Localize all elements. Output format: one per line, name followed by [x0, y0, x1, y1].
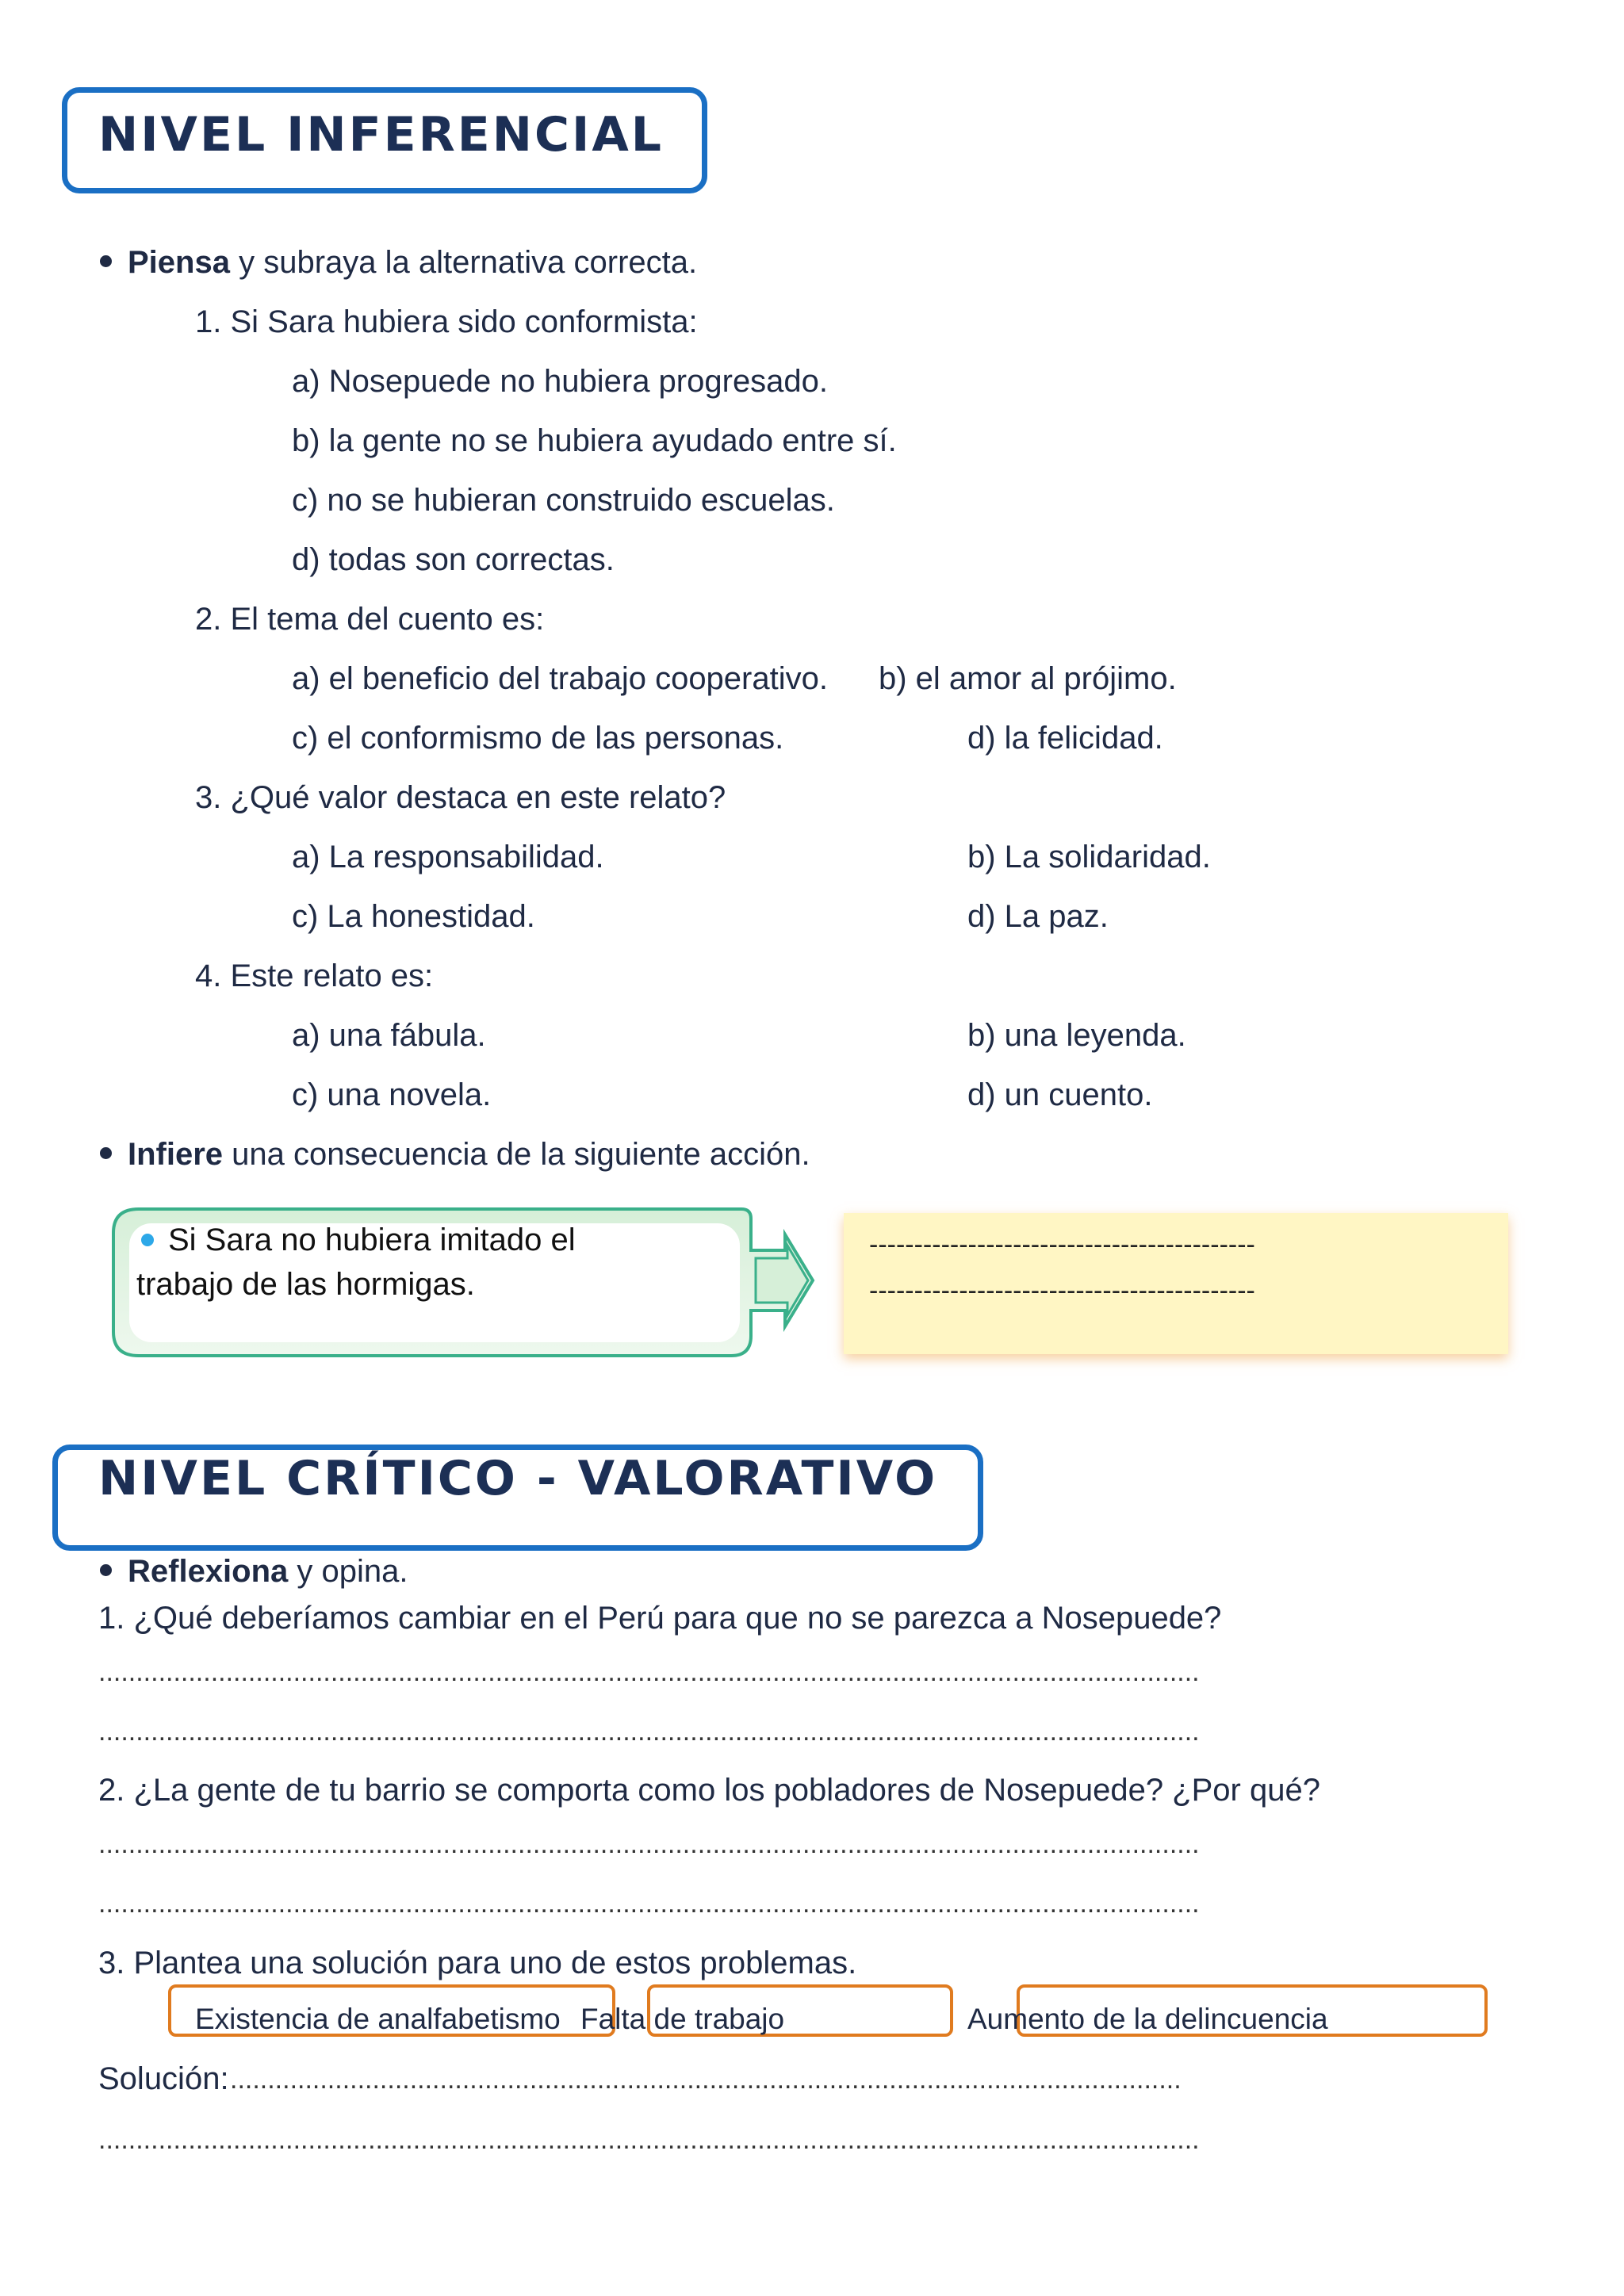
option-3b[interactable]: b) La solidaridad.: [967, 840, 1211, 874]
critico-question-3: 3. Plantea una solución para uno de estos problemas.: [98, 1946, 857, 1980]
option-2a[interactable]: a) el beneficio del trabajo cooperativo.: [292, 661, 828, 696]
instruction-piensa: Piensa y subraya la alternativa correcta.: [100, 243, 697, 281]
option-2b[interactable]: b) el amor al prójimo.: [879, 661, 1177, 696]
option-3c[interactable]: c) La honestidad.: [292, 899, 535, 934]
option-4b[interactable]: b) una leyenda.: [967, 1018, 1186, 1053]
option-2d[interactable]: d) la felicidad.: [967, 721, 1163, 756]
option-3d[interactable]: d) La paz.: [967, 899, 1109, 934]
answer-line-2[interactable]: -------------------------------------------: [869, 1276, 1255, 1306]
answer-line-q2-a[interactable]: ...................................................................................................................................................: [98, 1829, 1200, 1859]
bullet-blue-icon: [141, 1234, 154, 1246]
question-1: 1. Si Sara hubiera sido conformista:: [195, 304, 698, 339]
question-3: 3. ¿Qué valor destaca en este relato?: [195, 780, 726, 815]
option-4c[interactable]: c) una novela.: [292, 1077, 492, 1112]
option-1d[interactable]: d) todas son correctas.: [292, 542, 615, 577]
critico-question-2: 2. ¿La gente de tu barrio se comporta como los pobladores de Nosepuede? ¿Por qué?: [98, 1773, 1320, 1808]
option-1b[interactable]: b) la gente no se hubiera ayudado entre sí.: [292, 423, 897, 458]
problem-label-3: Aumento de la delincuencia: [967, 2003, 1328, 2035]
answer-line-q1-b[interactable]: ...................................................................................................................................................: [98, 1716, 1200, 1747]
question-4: 4. Este relato es:: [195, 959, 434, 993]
option-2c[interactable]: c) el conformismo de las personas.: [292, 721, 784, 756]
solution-line-1[interactable]: ...............................................................................................................................: [230, 2064, 1182, 2095]
instruction-infiere: Infiere una consecuencia de la siguiente acción.: [100, 1135, 810, 1173]
question-2: 2. El tema del cuento es:: [195, 602, 545, 637]
answer-note[interactable]: [844, 1213, 1508, 1354]
problem-label-1: Existencia de analfabetismo: [195, 2003, 561, 2035]
bullet-icon: [100, 1564, 112, 1576]
bullet-icon: [100, 1147, 112, 1159]
problem-label-2: Falta de trabajo: [580, 2003, 785, 2035]
action-text-line1: Si Sara no hubiera imitado el: [168, 1223, 576, 1257]
critico-question-1: 1. ¿Qué deberíamos cambiar en el Perú para que no se parezca a Nosepuede?: [98, 1601, 1222, 1636]
section-title-critico: NIVEL CRÍTICO - VALORATIVO: [98, 1451, 938, 1506]
solution-line-2[interactable]: ...................................................................................................................................................: [98, 2125, 1200, 2155]
option-1a[interactable]: a) Nosepuede no hubiera progresado.: [292, 364, 829, 399]
option-4d[interactable]: d) un cuento.: [967, 1077, 1153, 1112]
answer-line-1[interactable]: -------------------------------------------: [869, 1230, 1255, 1260]
option-4a[interactable]: a) una fábula.: [292, 1018, 486, 1053]
action-text-line2: trabajo de las hormigas.: [136, 1267, 475, 1302]
instruction-reflexiona: Reflexiona y opina.: [100, 1552, 408, 1590]
bullet-icon: [100, 255, 112, 267]
section-title-inferencial: NIVEL INFERENCIAL: [98, 107, 665, 163]
solution-label: Solución:: [98, 2061, 229, 2096]
answer-line-q2-b[interactable]: ...................................................................................................................................................: [98, 1888, 1200, 1919]
option-1c[interactable]: c) no se hubieran construido escuelas.: [292, 483, 835, 518]
answer-line-q1-a[interactable]: ...................................................................................................................................................: [98, 1657, 1200, 1687]
option-3a[interactable]: a) La responsabilidad.: [292, 840, 604, 874]
